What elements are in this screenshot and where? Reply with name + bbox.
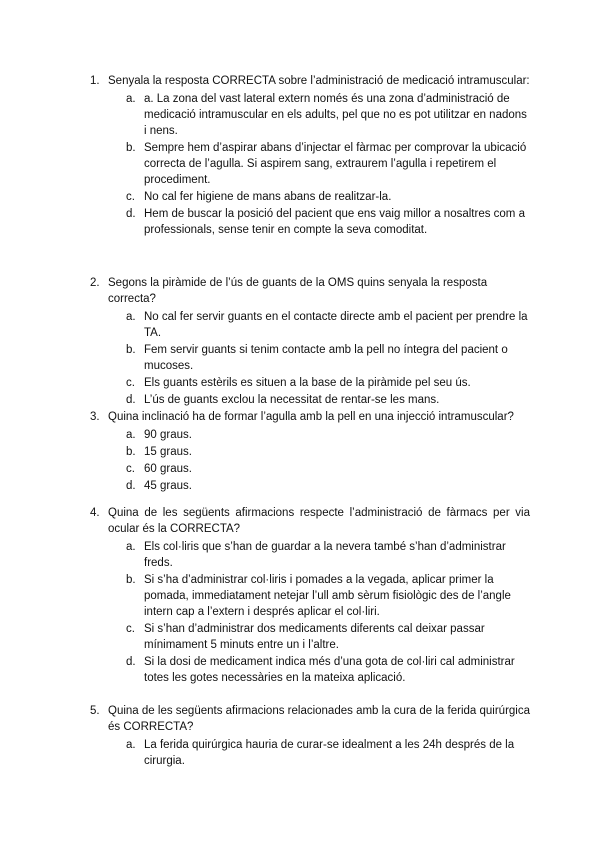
question-1 <box>90 73 530 239</box>
question-5 <box>90 703 530 770</box>
question-header <box>90 275 530 307</box>
options-list <box>90 91 530 238</box>
option-d <box>90 392 530 408</box>
option-letter: d. <box>126 394 136 406</box>
option-b <box>90 572 530 620</box>
option-a <box>90 427 530 443</box>
option-b <box>90 140 530 188</box>
options-list <box>90 539 530 686</box>
option-text: Sempre hem d’aspirar abans d’injectar el fàrmac per comprovar la ubicació correcta de l’agulla. Si aspirem sang, extraurem l’agulla i repetirem el procediment. <box>144 142 527 186</box>
question-number: 2. <box>90 277 100 289</box>
option-letter: c. <box>126 191 135 203</box>
option-a <box>90 539 530 571</box>
option-c <box>90 375 530 391</box>
option-b <box>90 444 530 460</box>
option-text: 90 graus. <box>144 429 192 441</box>
option-text: Hem de buscar la posició del pacient que ens vaig millor a nosaltres com a professionals, sense tenir en compte la seva comoditat. <box>144 208 525 236</box>
question-text: Quina de les següents afirmacions respecte l’administració de fàrmacs per via ocular és la CORRECTA? <box>108 507 530 535</box>
option-letter: a. <box>126 541 136 553</box>
option-text: Els guants estèrils es situen a la base de la piràmide pel seu ús. <box>144 377 471 389</box>
options-list <box>90 309 530 408</box>
option-d <box>90 478 530 494</box>
option-text: 45 graus. <box>144 480 192 492</box>
question-number: 3. <box>90 411 100 423</box>
question-4 <box>90 505 530 687</box>
option-d <box>90 654 530 686</box>
option-text: Si s’han d’administrar dos medicaments diferents cal deixar passar mínimament 5 minuts entre un i l’altre. <box>144 623 485 651</box>
option-letter: a. <box>126 311 136 323</box>
option-letter: c. <box>126 377 135 389</box>
option-text: No cal fer higiene de mans abans de realitzar-la. <box>144 191 392 203</box>
option-text: L’ús de guants exclou la necessitat de rentar-se les mans. <box>144 394 440 406</box>
option-a <box>90 737 530 769</box>
option-text: No cal fer servir guants en el contacte directe amb el pacient per prendre la TA. <box>144 311 528 339</box>
option-letter: a. <box>126 739 136 751</box>
option-letter: b. <box>126 446 136 458</box>
option-letter: a. <box>126 429 136 441</box>
option-letter: d. <box>126 208 136 220</box>
question-header <box>90 703 530 735</box>
question-header <box>90 409 530 425</box>
question-2 <box>90 275 530 409</box>
option-c <box>90 621 530 653</box>
question-text: Segons la piràmide de l’ús de guants de la OMS quins senyala la resposta correcta? <box>108 277 488 305</box>
option-text: 60 graus. <box>144 463 192 475</box>
option-b <box>90 342 530 374</box>
option-text: Els col·liris que s’han de guardar a la nevera també s’han d’administrar freds. <box>144 541 506 569</box>
question-3 <box>90 409 530 495</box>
option-text: Si s’ha d’administrar col·liris i pomades a la vegada, aplicar primer la pomada, immediatament netejar l’ull amb sèrum fisiològic des de l’angle intern cap a l’extern i després aplicar el col·liri. <box>144 574 511 618</box>
options-list <box>90 737 530 769</box>
option-a <box>90 91 530 139</box>
option-d <box>90 206 530 238</box>
option-text: a. La zona del vast lateral extern només és una zona d’administració de medicació intramuscular en els adults, pel que no es pot utilitzar en nadons i nens. <box>144 93 527 137</box>
question-header <box>90 505 530 537</box>
option-letter: b. <box>126 344 136 356</box>
question-text: Quina de les següents afirmacions relacionades amb la cura de la ferida quirúrgica és CORRECTA? <box>108 705 530 733</box>
option-text: 15 graus. <box>144 446 192 458</box>
option-text: Si la dosi de medicament indica més d’una gota de col·liri cal administrar totes les gotes necessàries en la mateixa aplicació. <box>144 656 515 684</box>
option-letter: d. <box>126 480 136 492</box>
option-c <box>90 189 530 205</box>
option-c <box>90 461 530 477</box>
question-number: 1. <box>90 75 100 87</box>
option-letter: c. <box>126 463 135 475</box>
option-letter: d. <box>126 656 136 668</box>
question-number: 4. <box>90 507 100 519</box>
option-text: Fem servir guants si tenim contacte amb la pell no íntegra del pacient o mucoses. <box>144 344 508 372</box>
question-header <box>90 73 530 89</box>
option-text: La ferida quirúrgica hauria de curar-se idealment a les 24h després de la cirurgia. <box>144 739 515 767</box>
question-number: 5. <box>90 705 100 717</box>
option-a <box>90 309 530 341</box>
question-text: Senyala la resposta CORRECTA sobre l’administració de medicació intramuscular: <box>108 75 530 87</box>
option-letter: b. <box>126 574 136 586</box>
option-letter: b. <box>126 142 136 154</box>
option-letter: a. <box>126 93 136 105</box>
question-text: Quina inclinació ha de formar l’agulla amb la pell en una injecció intramuscular? <box>108 411 514 423</box>
options-list <box>90 427 530 494</box>
option-letter: c. <box>126 623 135 635</box>
